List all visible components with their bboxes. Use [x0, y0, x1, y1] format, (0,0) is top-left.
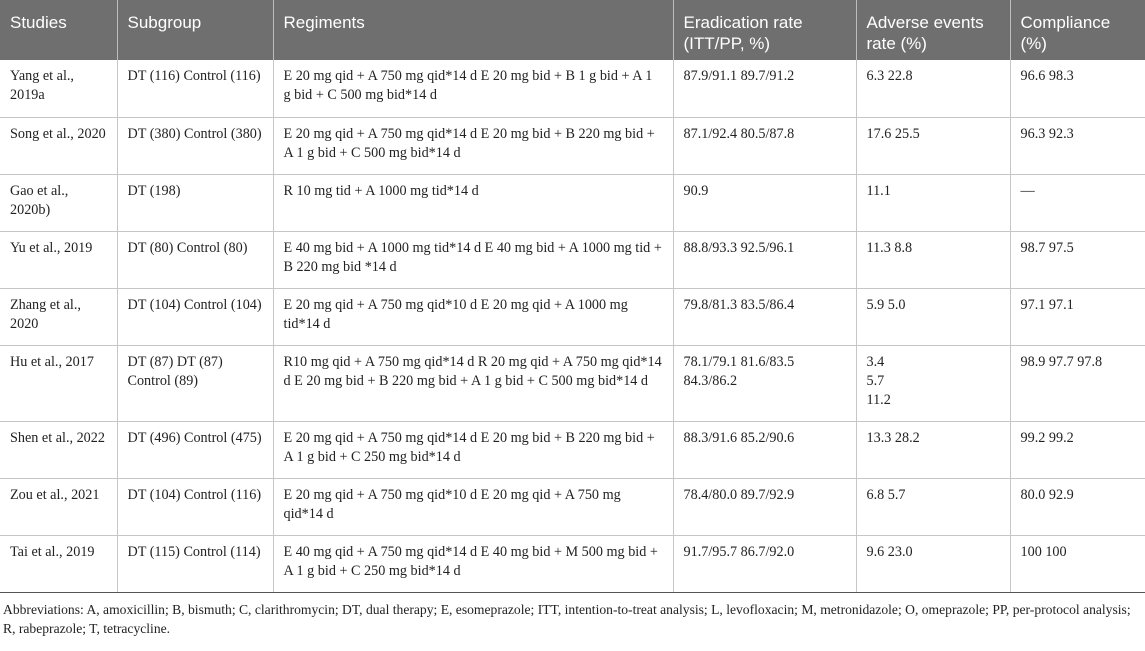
table-header: [0, 0, 1145, 60]
adverse-value: 11.3 8.8: [866, 239, 913, 256]
cell-regiments: E 40 mg qid + A 750 mg qid*14 d E 40 mg bid + M 500 mg bid + A 1 g bid + C 250 mg bid*14 d: [273, 535, 673, 592]
header-adverse-events: Adverse events rate (%): [856, 0, 1010, 60]
cell-study: Zou et al., 2021: [0, 478, 117, 535]
header-compliance: Compliance (%): [1010, 0, 1145, 60]
cell-regiments: E 20 mg qid + A 750 mg qid*14 d E 20 mg bid + B 1 g bid + A 1 g bid + C 500 mg bid*14 d: [273, 60, 673, 117]
cell-adverse-events: [856, 535, 1010, 592]
cell-compliance: 97.1 97.1: [1010, 288, 1145, 345]
cell-study: Yang et al., 2019a: [0, 60, 117, 117]
cell-adverse-events: [856, 174, 1010, 231]
table-row: [0, 117, 1145, 174]
cell-adverse-events: [856, 478, 1010, 535]
cell-eradication-rate: 90.9: [673, 174, 856, 231]
table-body: [0, 60, 1145, 592]
abbreviations-footnote: Abbreviations: A, amoxicillin; B, bismuth; C, clarithromycin; DT, dual therapy; E, esomeprazole; ITT, intention-to-treat analysis; L, levofloxacin; M, metronidazole; O, omeprazole; PP, per-protocol analysis; R, rabeprazole; T, tetracycline.: [3, 601, 1131, 636]
table-row: [0, 288, 1145, 345]
table-row: [0, 174, 1145, 231]
table-row: [0, 478, 1145, 535]
cell-eradication-rate: 78.1/79.1 81.6/83.5 84.3/86.2: [673, 345, 856, 421]
adverse-value: 17.6 25.5: [866, 125, 920, 142]
cell-regiments: E 20 mg qid + A 750 mg qid*14 d E 20 mg bid + B 220 mg bid + A 1 g bid + C 500 mg bid*14 d: [273, 117, 673, 174]
cell-regiments: E 40 mg bid + A 1000 mg tid*14 d E 40 mg bid + A 1000 mg tid + B 220 mg bid *14 d: [273, 231, 673, 288]
cell-subgroup: DT (80) Control (80): [117, 231, 273, 288]
table-row: [0, 421, 1145, 478]
header-regiments: Regiments: [273, 0, 673, 60]
cell-regiments: E 20 mg qid + A 750 mg qid*10 d E 20 mg qid + A 1000 mg tid*14 d: [273, 288, 673, 345]
cell-adverse-events: [856, 231, 1010, 288]
adverse-value: 5.7: [866, 372, 885, 389]
cell-subgroup: DT (87) DT (87) Control (89): [117, 345, 273, 421]
cell-subgroup: DT (115) Control (114): [117, 535, 273, 592]
adverse-value: 6.3 22.8: [866, 68, 913, 84]
cell-eradication-rate: 87.9/91.1 89.7/91.2: [673, 60, 856, 117]
cell-compliance: 80.0 92.9: [1010, 478, 1145, 535]
cell-subgroup: DT (198): [117, 174, 273, 231]
header-eradication-rate: Eradication rate (ITT/PP, %): [673, 0, 856, 60]
cell-compliance: 96.3 92.3: [1010, 117, 1145, 174]
table-row: [0, 60, 1145, 117]
cell-study: Gao et al., 2020b): [0, 174, 117, 231]
adverse-value: 11.1: [866, 182, 891, 199]
cell-compliance: 99.2 99.2: [1010, 421, 1145, 478]
cell-regiments: E 20 mg qid + A 750 mg qid*10 d E 20 mg qid + A 750 mg qid*14 d: [273, 478, 673, 535]
cell-eradication-rate: 79.8/81.3 83.5/86.4: [673, 288, 856, 345]
adverse-value: 6.8 5.7: [866, 486, 906, 503]
cell-eradication-rate: 88.8/93.3 92.5/96.1: [673, 231, 856, 288]
cell-compliance: —: [1010, 174, 1145, 231]
cell-adverse-events: [856, 421, 1010, 478]
cell-compliance: 96.6 98.3: [1010, 60, 1145, 117]
cell-compliance: 98.7 97.5: [1010, 231, 1145, 288]
cell-subgroup: DT (380) Control (380): [117, 117, 273, 174]
cell-adverse-events: [856, 288, 1010, 345]
cell-study: Song et al., 2020: [0, 117, 117, 174]
cell-subgroup: DT (116) Control (116): [117, 60, 273, 117]
adverse-value: 13.3 28.2: [866, 429, 920, 446]
table-row: [0, 345, 1145, 421]
cell-subgroup: DT (104) Control (104): [117, 288, 273, 345]
cell-compliance: 100 100: [1010, 535, 1145, 592]
cell-compliance: 98.9 97.7 97.8: [1010, 345, 1145, 421]
cell-subgroup: DT (496) Control (475): [117, 421, 273, 478]
cell-regiments: E 20 mg qid + A 750 mg qid*14 d E 20 mg bid + B 220 mg bid + A 1 g bid + C 250 mg bid*14 d: [273, 421, 673, 478]
adverse-value: 3.4: [866, 353, 885, 370]
table-row: [0, 231, 1145, 288]
header-studies: Studies: [0, 0, 117, 60]
table-row: [0, 535, 1145, 592]
cell-eradication-rate: 78.4/80.0 89.7/92.9: [673, 478, 856, 535]
cell-study: Shen et al., 2022: [0, 421, 117, 478]
adverse-value: 5.9 5.0: [866, 296, 906, 313]
cell-adverse-events: [856, 345, 1010, 421]
cell-subgroup: DT (104) Control (116): [117, 478, 273, 535]
cell-study: Yu et al., 2019: [0, 231, 117, 288]
cell-study: Tai et al., 2019: [0, 535, 117, 592]
header-subgroup: Subgroup: [117, 0, 273, 60]
cell-study: Zhang et al., 2020: [0, 288, 117, 345]
cell-eradication-rate: 87.1/92.4 80.5/87.8: [673, 117, 856, 174]
cell-regiments: R 10 mg tid + A 1000 mg tid*14 d: [273, 174, 673, 231]
cell-study: Hu et al., 2017: [0, 345, 117, 421]
cell-eradication-rate: 91.7/95.7 86.7/92.0: [673, 535, 856, 592]
cell-adverse-events: [856, 117, 1010, 174]
cell-regiments: R10 mg qid + A 750 mg qid*14 d R 20 mg qid + A 750 mg qid*14 d E 20 mg bid + B 220 mg bid + A 1 g bid + C 500 mg bid*14 d: [273, 345, 673, 421]
cell-eradication-rate: 88.3/91.6 85.2/90.6: [673, 421, 856, 478]
adverse-value: 9.6 23.0: [866, 543, 913, 560]
cell-adverse-events: [856, 60, 1010, 117]
adverse-value: 11.2: [866, 391, 891, 408]
